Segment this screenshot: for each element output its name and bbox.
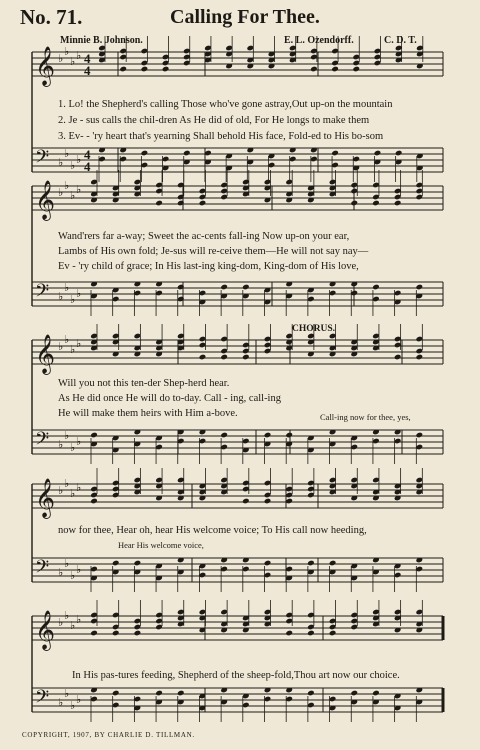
note-head xyxy=(394,354,402,361)
flat-icon: ♭ xyxy=(70,700,76,712)
note-head xyxy=(220,284,228,291)
note-head xyxy=(331,66,339,73)
note-head xyxy=(177,690,185,697)
lower-cue-text: Call-ing now for thee, yes, xyxy=(320,412,411,422)
flat-icon: ♭ xyxy=(70,160,76,172)
treble-clef-icon: 𝄞 xyxy=(35,334,56,374)
note-head xyxy=(141,150,149,157)
flat-icon: ♭ xyxy=(76,564,82,576)
flat-icon: ♭ xyxy=(58,439,64,451)
flat-icon: ♭ xyxy=(76,50,82,62)
time-signature: 4 xyxy=(84,159,91,174)
lyric-line: He will make them heirs with Him a-bove. xyxy=(58,408,238,419)
flat-icon: ♭ xyxy=(76,614,82,626)
flat-icon: ♭ xyxy=(70,488,76,500)
lyric-line: 1. Lo! the Shepherd's calling Those who've gone astray,Out up-on the mountain xyxy=(58,99,393,110)
flat-icon: ♭ xyxy=(58,697,64,709)
flat-icon: ♭ xyxy=(76,288,82,300)
note-head xyxy=(350,690,358,697)
note-head xyxy=(112,690,120,697)
note-head xyxy=(183,150,191,157)
flat-icon: ♭ xyxy=(64,180,70,192)
note-head xyxy=(199,200,207,207)
note-head xyxy=(416,354,424,361)
flat-icon: ♭ xyxy=(76,154,82,166)
note-head xyxy=(285,498,293,505)
bass-clef-icon: 𝄢 xyxy=(35,147,50,172)
note-head xyxy=(112,560,120,567)
flat-icon: ♭ xyxy=(70,344,76,356)
note-head xyxy=(242,498,250,505)
lyric-line: Wand'rers far a-way; Sweet the ac-cents fall-ing Now up-on your ear, xyxy=(58,231,350,242)
note-head xyxy=(374,150,382,157)
bass-clef-icon: 𝄢 xyxy=(35,557,50,582)
treble-clef-icon: 𝄞 xyxy=(35,478,56,518)
flat-icon: ♭ xyxy=(76,436,82,448)
flat-icon: ♭ xyxy=(64,478,70,490)
flat-icon: ♭ xyxy=(76,184,82,196)
hymn-number: No. 71. xyxy=(20,5,83,29)
flat-icon: ♭ xyxy=(70,56,76,68)
note-head xyxy=(329,560,337,567)
note-head xyxy=(395,150,403,157)
bass-clef-icon: 𝄢 xyxy=(35,429,50,454)
note-head xyxy=(220,432,228,439)
lyric-line: 3. Ev- - 'ry heart that's yearning Shall behold His face, Fold-ed to His bo-som xyxy=(58,131,384,142)
flat-icon: ♭ xyxy=(70,570,76,582)
note-head xyxy=(220,354,228,361)
lyric-line: now for thee, Hear oh, hear His welcome voice; To His call now heeding, xyxy=(58,525,367,536)
flat-icon: ♭ xyxy=(70,190,76,202)
tune-initials: C. D. T. xyxy=(384,35,417,46)
note-head xyxy=(394,200,402,207)
time-signature: 4 xyxy=(84,63,91,78)
note-head xyxy=(90,630,98,637)
note-head xyxy=(307,690,315,697)
note-head xyxy=(372,200,380,207)
flat-icon: ♭ xyxy=(70,620,76,632)
flat-icon: ♭ xyxy=(58,187,64,199)
bass-clef-icon: 𝄢 xyxy=(35,281,50,306)
note-head xyxy=(134,630,142,637)
flat-icon: ♭ xyxy=(58,157,64,169)
flat-icon: ♭ xyxy=(64,282,70,294)
flat-icon: ♭ xyxy=(64,148,70,160)
flat-icon: ♭ xyxy=(58,291,64,303)
note-head xyxy=(372,284,380,291)
note-head xyxy=(155,690,163,697)
note-head xyxy=(112,630,120,637)
bass-clef-icon: 𝄢 xyxy=(35,687,50,712)
flat-icon: ♭ xyxy=(76,482,82,494)
flat-icon: ♭ xyxy=(58,53,64,65)
note-head xyxy=(416,284,424,291)
flat-icon: ♭ xyxy=(70,294,76,306)
note-head xyxy=(242,284,250,291)
note-head xyxy=(141,66,149,73)
note-head xyxy=(307,560,315,567)
flat-icon: ♭ xyxy=(64,430,70,442)
flat-icon: ♭ xyxy=(58,617,64,629)
note-head xyxy=(352,66,360,73)
note-head xyxy=(119,66,127,73)
treble-clef-icon: 𝄞 xyxy=(35,46,56,86)
lyric-line: 2. Je - sus calls the chil-dren As He did of old, For He longs to make them xyxy=(58,115,370,126)
note-head xyxy=(264,498,272,505)
lyric-line: Will you not this ten-der Shep-herd hear. xyxy=(58,378,230,389)
hymn-title: Calling For Thee. xyxy=(170,6,320,28)
time-signature: 4 xyxy=(84,51,91,66)
note-head xyxy=(331,150,339,157)
note-head xyxy=(372,690,380,697)
note-head xyxy=(416,432,424,439)
flat-icon: ♭ xyxy=(58,567,64,579)
lyric-line: Ev - 'ry child of grace; In His last-ing king-dom, King-dom of His love, xyxy=(58,261,359,272)
time-signature: 4 xyxy=(84,147,91,162)
note-head xyxy=(285,432,293,439)
flat-icon: ♭ xyxy=(76,694,82,706)
flat-icon: ♭ xyxy=(70,442,76,454)
note-head xyxy=(285,630,293,637)
flat-icon: ♭ xyxy=(76,338,82,350)
note-head xyxy=(162,66,170,73)
lower-cue-text: Hear His welcome voice, xyxy=(118,540,204,550)
note-head xyxy=(90,432,98,439)
note-head xyxy=(242,354,250,361)
lyric-line: Lambs of His own fold; Je-sus will re-ceive them—He will not say nay— xyxy=(58,246,369,257)
note-head xyxy=(329,630,337,637)
chorus-label: CHORUS. xyxy=(292,324,336,334)
lyricist-credit: Minnie B. Johnson. xyxy=(60,35,143,46)
flat-icon: ♭ xyxy=(64,688,70,700)
note-head xyxy=(90,498,98,505)
flat-icon: ♭ xyxy=(64,46,70,58)
note-head xyxy=(134,560,142,567)
flat-icon: ♭ xyxy=(58,485,64,497)
composer-credit: E. L. Ozendorff. xyxy=(284,35,354,46)
note-head xyxy=(307,630,315,637)
flat-icon: ♭ xyxy=(64,558,70,570)
copyright-notice: COPYRIGHT, 1907, BY CHARLIE D. TILLMAN. xyxy=(22,731,195,739)
note-head xyxy=(310,66,318,73)
lyric-line: In His pas-tures feeding, Shepherd of the sheep-fold,Thou art now our choice. xyxy=(72,670,400,681)
note-head xyxy=(264,432,272,439)
treble-clef-icon: 𝄞 xyxy=(35,610,56,650)
note-head xyxy=(199,354,207,361)
flat-icon: ♭ xyxy=(64,610,70,622)
note-head xyxy=(264,560,272,567)
treble-clef-icon: 𝄞 xyxy=(35,180,56,220)
note-head xyxy=(350,200,358,207)
flat-icon: ♭ xyxy=(58,341,64,353)
lyric-line: As He did once He will do to-day. Call - ing, call-ing xyxy=(58,393,281,404)
flat-icon: ♭ xyxy=(64,334,70,346)
note-head xyxy=(155,200,163,207)
